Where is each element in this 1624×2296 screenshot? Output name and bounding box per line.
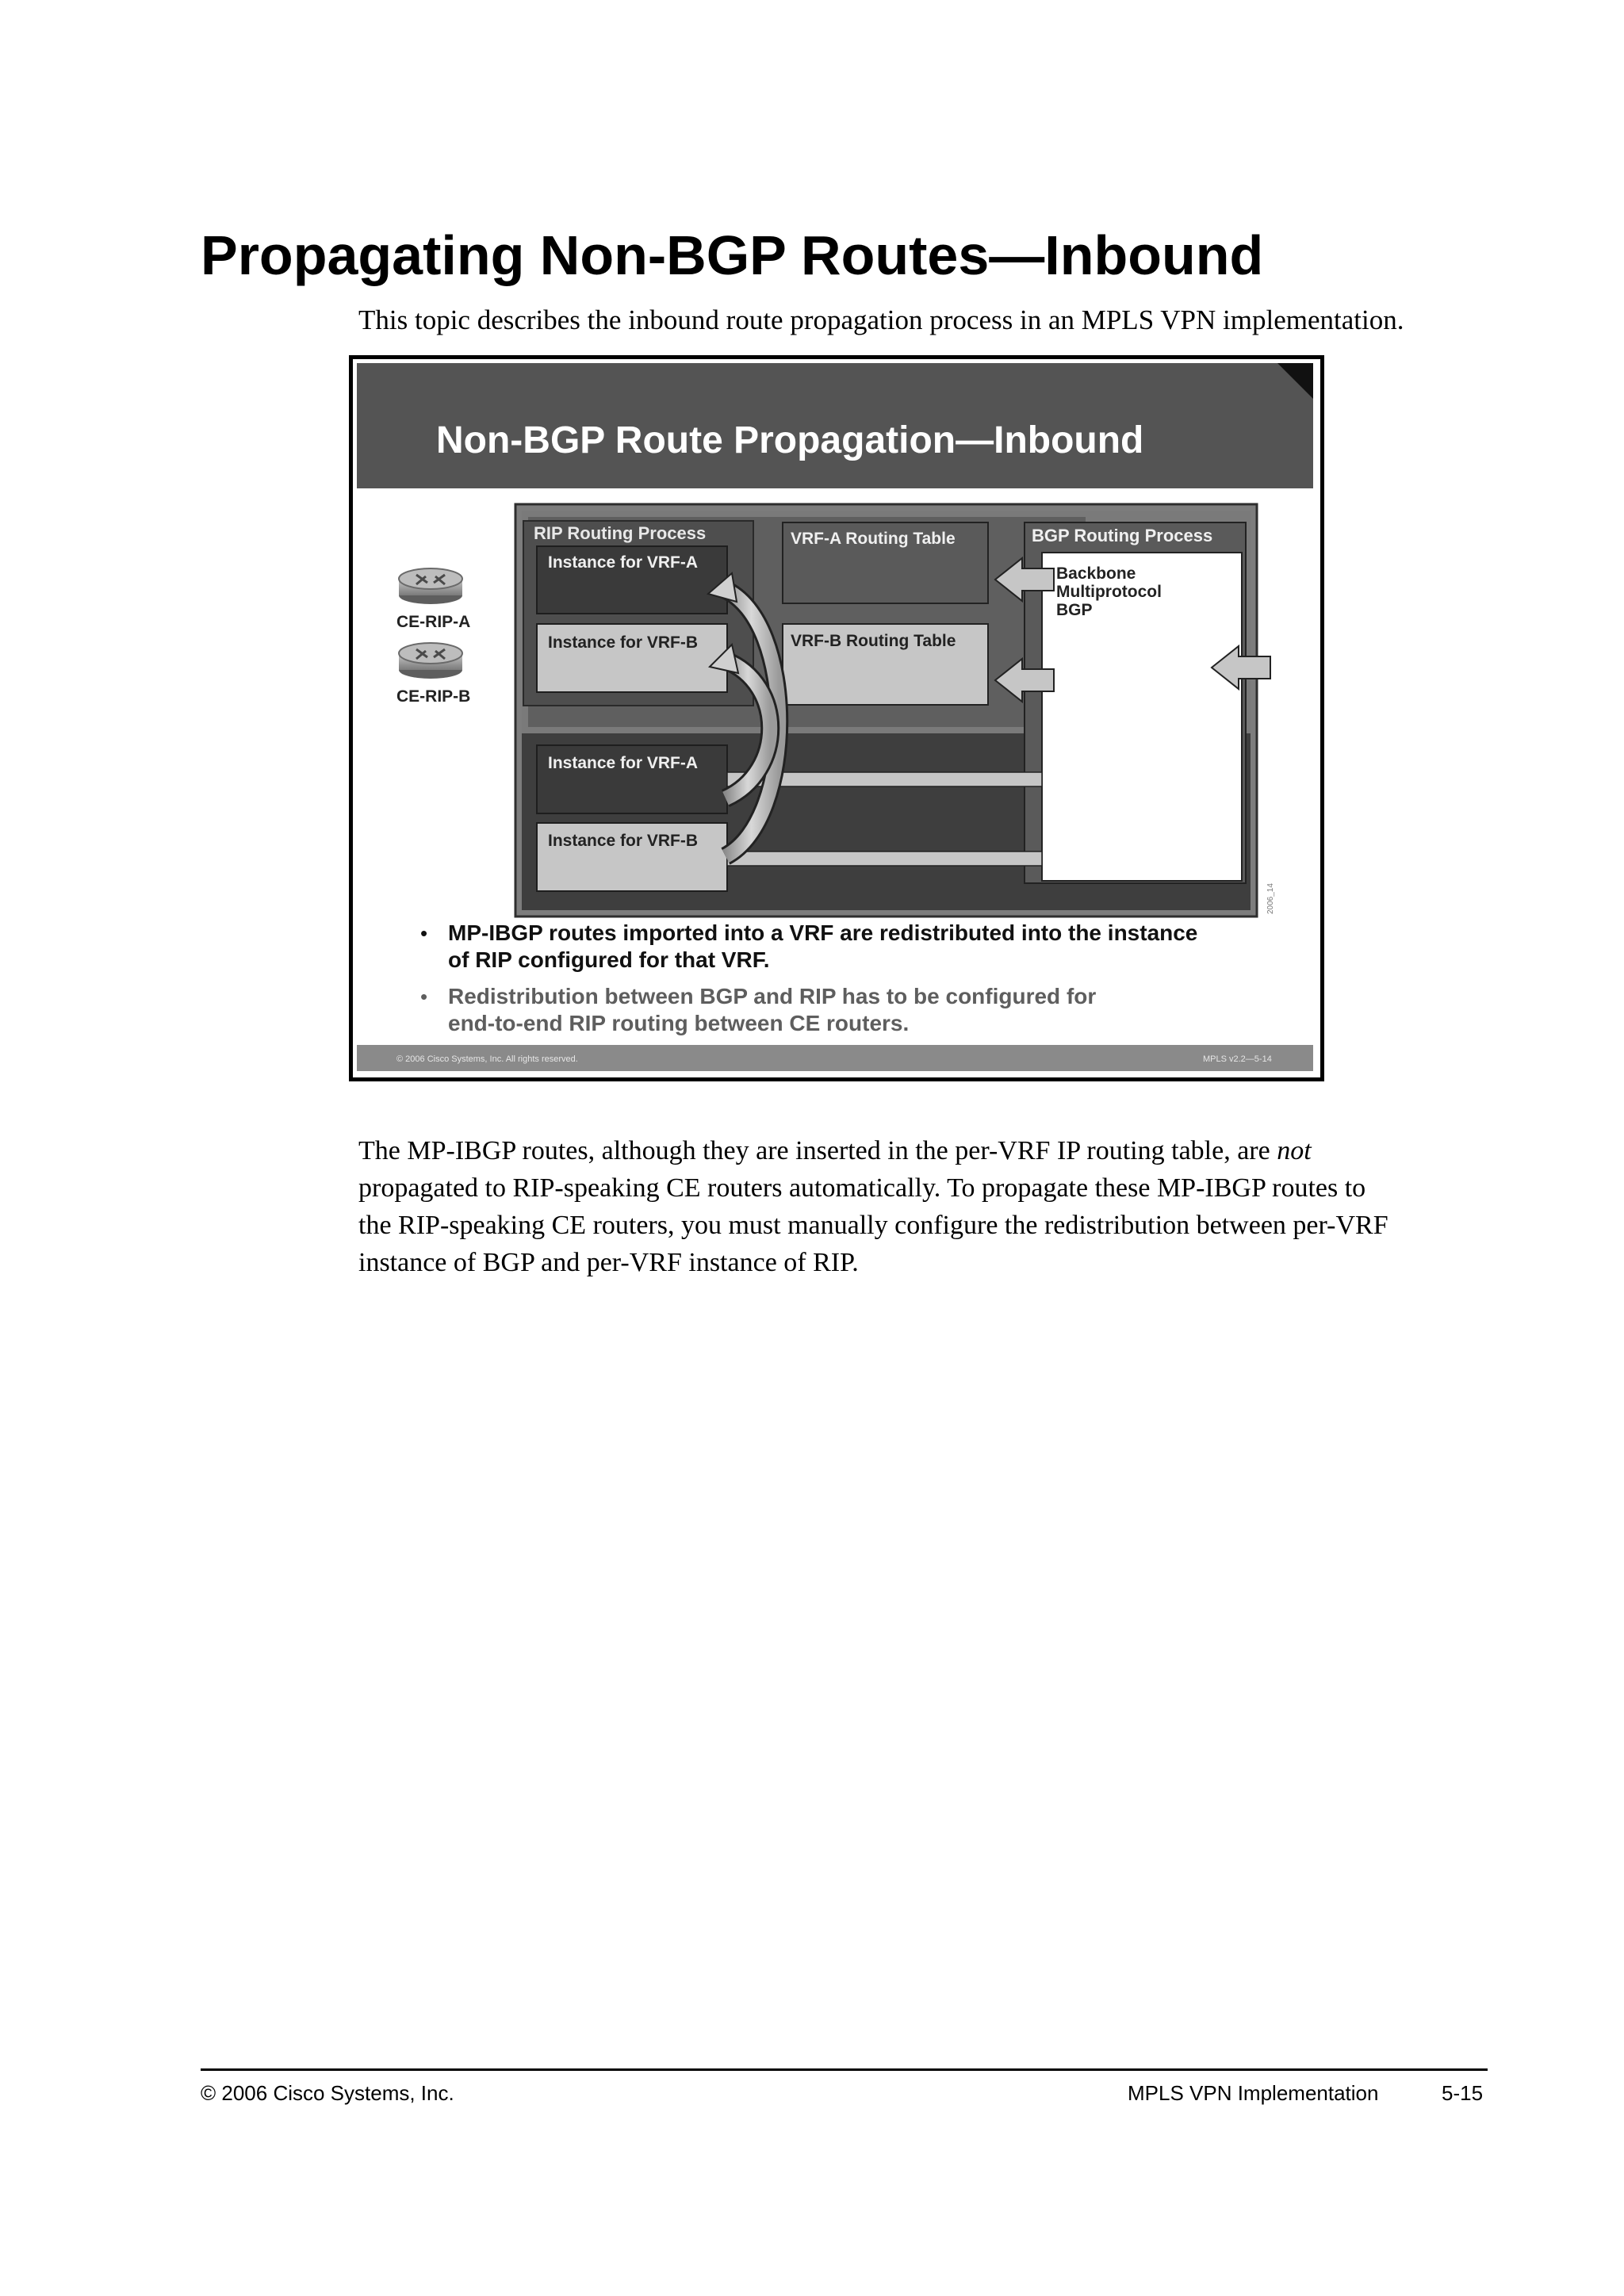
footer-copyright: © 2006 Cisco Systems, Inc. (201, 2081, 454, 2105)
bullet-2-line-1: Redistribution between BGP and RIP has to be configured for (448, 984, 1097, 1008)
body-paragraph (358, 1132, 1500, 1281)
emphasis-not: not (1277, 1136, 1312, 1165)
bullet-1-line-1: MP-IBGP routes imported into a VRF are redistributed into the instance (448, 920, 1198, 945)
body-line (358, 1132, 1500, 1169)
body-line: propagated to RIP-speaking CE routers automatically. To propagate these MP-IBGP routes to (358, 1173, 1366, 1203)
bgp-line: Multiprotocol (1056, 583, 1162, 601)
bgp-line: Backbone (1056, 564, 1136, 583)
rip-instance-label: Instance for VRF-A (548, 553, 699, 572)
bullet-1-line-2: of RIP configured for that VRF. (448, 947, 770, 972)
slide-title: Non-BGP Route Propagation—Inbound (436, 419, 1144, 461)
vrf-table-label: VRF-B Routing Table (791, 632, 956, 650)
body-line-text: The MP-IBGP routes, although they are inserted in the per-VRF IP routing table, are (358, 1136, 1277, 1165)
bgp-process-label: BGP Routing Process (1032, 526, 1213, 545)
slide-number: MPLS v2.2—5-14 (1203, 1054, 1272, 1064)
body-line: instance of BGP and per-VRF instance of RIP. (358, 1248, 859, 1277)
footer-divider (201, 2068, 1488, 2071)
rip-instance-label: Instance for VRF-B (548, 832, 699, 850)
rip-process-label: RIP Routing Process (534, 523, 707, 543)
footer-page-number: 5-15 (1442, 2081, 1484, 2105)
body-line: the RIP-speaking CE routers, you must manually configure the redistribution between per-VRF (358, 1211, 1388, 1240)
rip-instance-label: Instance for VRF-B (548, 633, 699, 652)
intro-text: This topic describes the inbound route propagation process in an MPLS VPN implementation. (358, 304, 1404, 335)
bgp-line: BGP (1056, 601, 1093, 619)
router-label: CE-RIP-A (396, 613, 471, 631)
rip-instance-label: Instance for VRF-A (548, 754, 699, 772)
page-heading: Propagating Non-BGP Routes—Inbound (201, 224, 1264, 286)
figure-id: 2006_14 (1266, 883, 1275, 914)
bullet-2-line-2: end-to-end RIP routing between CE routers. (448, 1011, 910, 1035)
slide-figure (349, 355, 1324, 1081)
vrf-table-label: VRF-A Routing Table (791, 530, 956, 548)
bullet-dot: • (420, 985, 428, 1008)
connector-bar (727, 851, 1042, 866)
bullet-dot: • (420, 921, 428, 945)
footer-book-title: MPLS VPN Implementation (1128, 2081, 1379, 2105)
router-label: CE-RIP-B (396, 687, 471, 706)
slide-copyright: © 2006 Cisco Systems, Inc. All rights reserved. (396, 1054, 578, 1064)
